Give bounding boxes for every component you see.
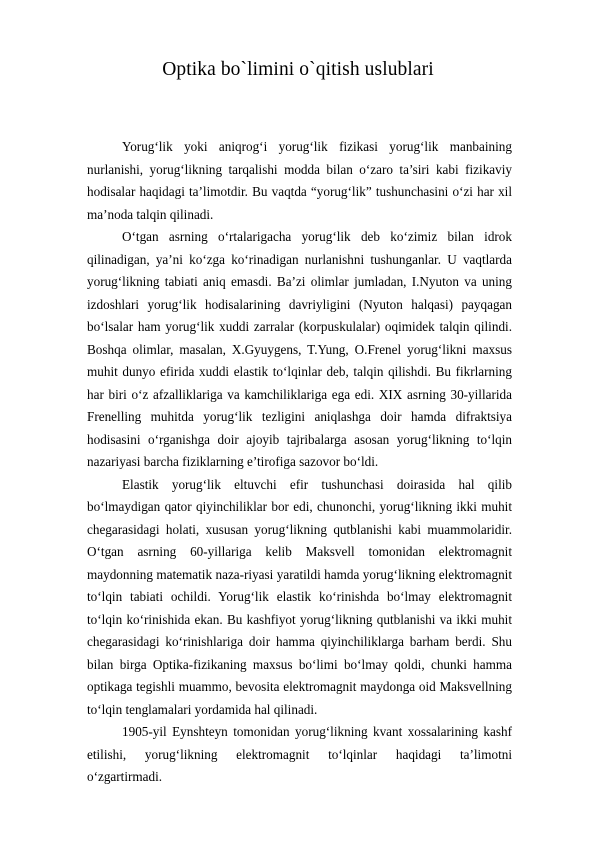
document-body bbox=[87, 136, 512, 789]
page-title: Optika bo`limini o`qitish uslublari bbox=[162, 59, 434, 80]
paragraph-1: Yorug‘lik yoki aniqrog‘i yorug‘lik fizikasi yorug‘lik manbaining nurlanishi, yorug‘likning tarqalishi modda bilan o‘zaro ta’siri kabi fizikaviy hodisalar haqidagi ta’limotdir. Bu vaqtda “yorug‘lik” tushunchasini o‘zi har xil ma’noda talqin qilinadi. bbox=[87, 139, 512, 222]
paragraph-3: Elastik yorug‘lik eltuvchi efir tushunchasi doirasida hal qilib bo‘lmaydigan qator qiyinchiliklar bor edi, chunonchi, yorug‘likning ikki muhit chegarasidagi holati, xususan yorug‘likning qutblanishi kabi muammolaridir. O‘tgan asrning 60-yillariga kelib Maksvell tomonidan elektromagnit maydonning matematik naza-riyasi yaratildi hamda yorug‘likning elektromagnit to‘lqin tabiati ochildi. Yorug‘lik elastik ko‘rinishda bo‘lmay elektromagnit to‘lqin ko‘rinishida ekan. Bu kashfiyot yorug‘likning qutblanishi va ikki muhit chegarasidagi ko‘rinishlariga doir hamma qiyinchiliklarga barham berdi. Shu bilan birga Optika-fizikaning maxsus bo‘limi bo‘lmay qoldi, chunki hamma optikaga tegishli muammo, bevosita elektromagnit maydonga oid Maksvellning to‘lqin tenglamalari yordamida hal qilinadi. bbox=[87, 476, 512, 717]
paragraph-2: O‘tgan asrning o‘rtalarigacha yorug‘lik deb ko‘zimiz bilan idrok qilinadigan, ya’ni ko‘zga ko‘rinadigan nurlanishni tushunganlar. U vaqtlarda yorug‘likning tabiati aniq emasdi. Ba’zi olimlar jumladan, I.Nyuton va uning izdoshlari yorug‘lik hodisalarining davriyligini (Nyuton halqasi) payqagan bo‘lsalar ham yorug‘lik xuddi zarralar (korpuskulalar) oqimidek talqin qilindi. Boshqa olimlar, masalan, X.Gyuygens, T.Yung, O.Frenel yorug‘likni maxsus muhit dunyo efirida xuddi elastik to‘lqinlar deb, talqin qilishdi. Bu fikrlarning har biri o‘z afzalliklariga va kamchiliklariga ega edi. XIX asrning 30-yillarida Frenelling muhitda yorug‘lik tezligini aniqlashga doir hamda difraktsiya hodisasini o‘rganishga doir ajoyib tajribalarga asosan yorug‘likning to‘lqin nazariyasi barcha fiziklarning e’tirofiga sazovor bo‘ldi. bbox=[87, 229, 512, 469]
paragraph-4: 1905-yil Eynshteyn tomonidan yorug‘likning kvant xossalarining kashf etilishi, yorug‘likning elektromagnit to‘lqinlar haqidagi ta’limotni o‘zgartirmadi. bbox=[87, 724, 512, 784]
